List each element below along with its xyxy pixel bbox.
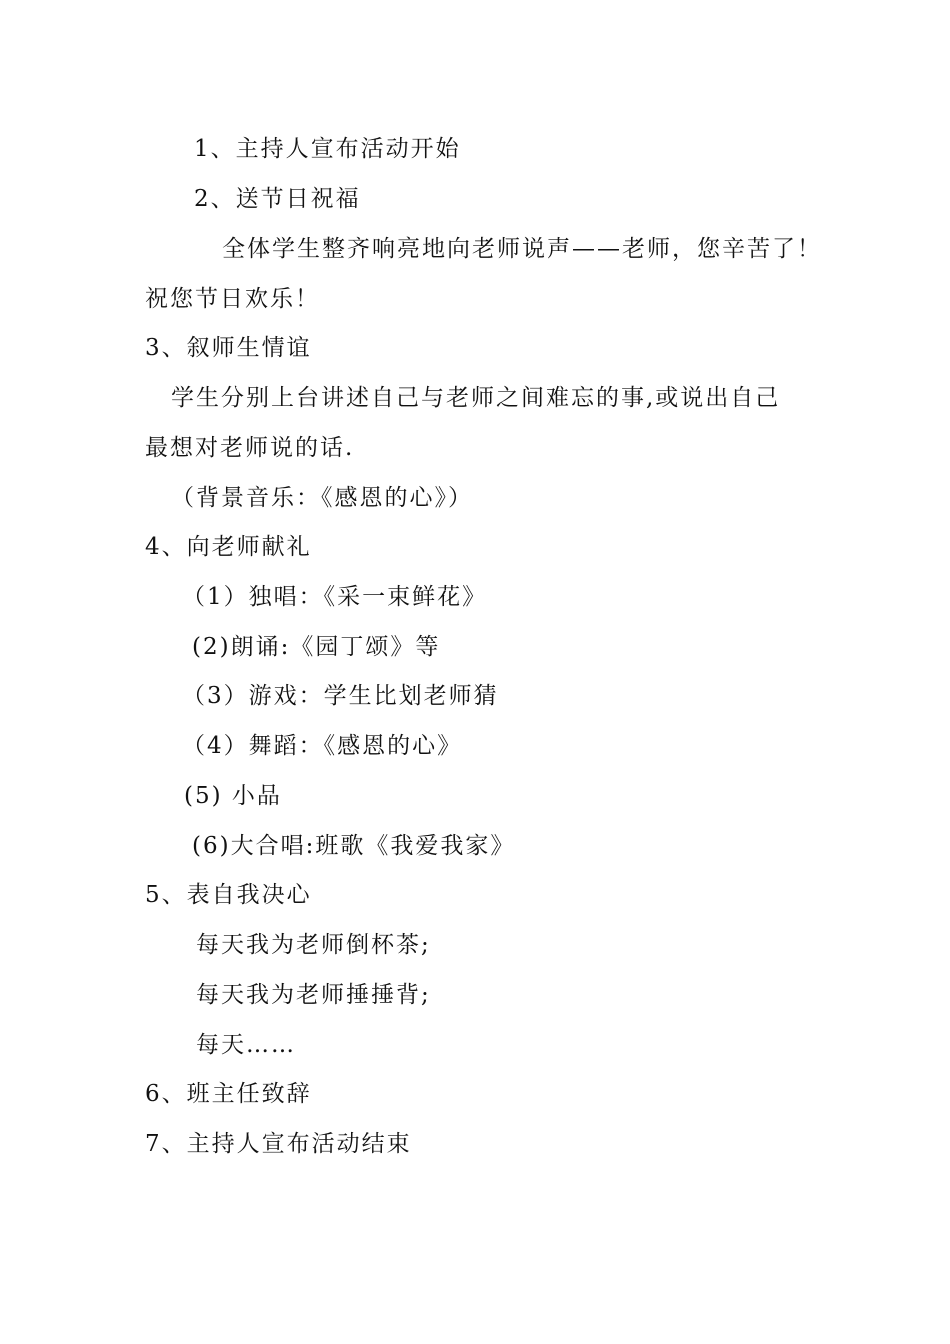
item-3-teacher-student-friendship: 3、叙师生情谊 bbox=[145, 335, 312, 361]
item-3-description-line-1: 学生分别上台讲述自己与老师之间难忘的事,或说出自己 bbox=[171, 385, 781, 411]
item-4-gifts-to-teachers: 4、向老师献礼 bbox=[145, 534, 312, 560]
item-4-sub-5-skit: (5) 小品 bbox=[184, 783, 282, 809]
item-6-head-teacher-speech: 6、班主任致辞 bbox=[145, 1081, 312, 1107]
item-2-festival-wishes: 2、送节日祝福 bbox=[194, 186, 361, 212]
item-3-description-line-2: 最想对老师说的话. bbox=[145, 435, 355, 461]
item-2-wishes-text-line-1: 全体学生整齐响亮地向老师说声——老师，您辛苦了！ bbox=[222, 236, 822, 262]
item-4-sub-6-chorus: (6)大合唱:班歌《我爱我家》 bbox=[192, 833, 516, 859]
item-2-wishes-text-line-2: 祝您节日欢乐！ bbox=[145, 286, 320, 312]
item-4-sub-3-game: （3）游戏：学生比划老师猜 bbox=[182, 683, 499, 709]
item-5-resolutions: 5、表自我决心 bbox=[145, 882, 312, 908]
item-5-resolution-3: 每天…… bbox=[196, 1032, 296, 1058]
item-7-host-announces-end: 7、主持人宣布活动结束 bbox=[145, 1131, 412, 1157]
item-4-sub-4-dance: （4）舞蹈：《感恩的心》 bbox=[182, 733, 463, 759]
item-4-sub-2-recitation: (2)朗诵:《园丁颂》等 bbox=[192, 634, 441, 660]
item-5-resolution-1: 每天我为老师倒杯茶; bbox=[196, 932, 431, 958]
item-4-sub-1-solo: （1）独唱：《采一束鲜花》 bbox=[182, 584, 488, 610]
item-3-background-music: （背景音乐：《感恩的心》） bbox=[171, 485, 473, 511]
item-5-resolution-2: 每天我为老师捶捶背; bbox=[196, 982, 431, 1008]
item-1-host-announces-start: 1、主持人宣布活动开始 bbox=[194, 136, 461, 162]
